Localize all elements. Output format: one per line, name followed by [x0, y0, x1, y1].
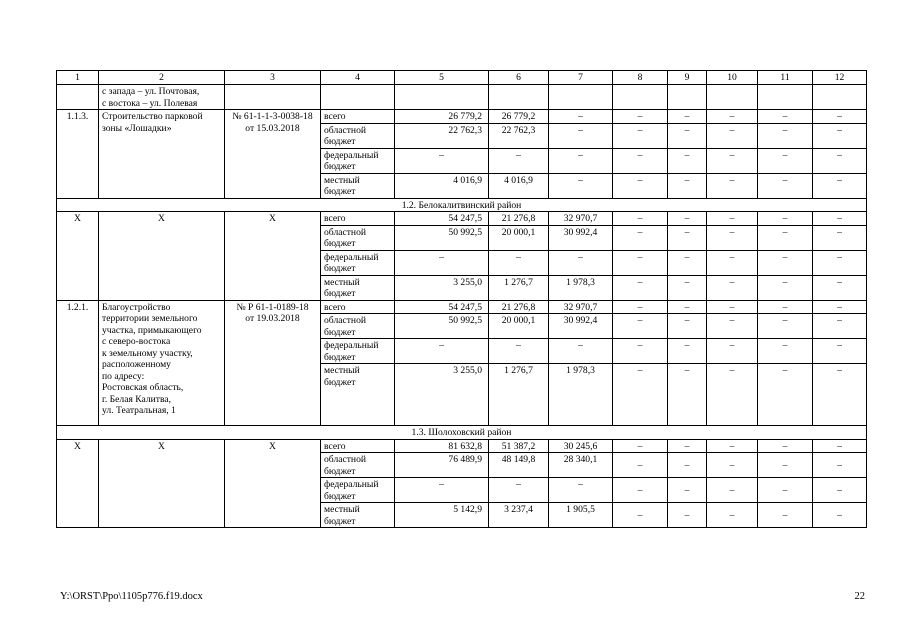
value-cell: – — [758, 250, 813, 275]
table-row — [57, 110, 867, 124]
value-cell: – — [668, 339, 707, 364]
budget-table — [56, 70, 867, 528]
value-cell: 3 237,4 — [489, 503, 549, 528]
value-cell: – — [758, 339, 813, 364]
value-cell: – — [613, 364, 668, 426]
funding-source: местный бюджет — [321, 173, 395, 198]
project-name: Х — [99, 212, 225, 301]
column-number: 10 — [707, 71, 758, 85]
value-cell: – — [613, 453, 668, 478]
funding-source: всего — [321, 439, 395, 453]
value-cell: – — [707, 439, 758, 453]
expertise-conclusion: № Р 61-1-0189-18 от 19.03.2018 — [225, 300, 321, 426]
value-cell: 30 992,4 — [549, 225, 613, 250]
section-row — [57, 198, 867, 212]
value-cell: 21 276,8 — [489, 300, 549, 314]
value-cell: – — [813, 439, 867, 453]
value-cell: – — [613, 439, 668, 453]
value-cell: 30 992,4 — [549, 314, 613, 339]
column-number: 5 — [395, 71, 489, 85]
funding-source: местный бюджет — [321, 503, 395, 528]
funding-source: областной бюджет — [321, 225, 395, 250]
table-row — [57, 439, 867, 453]
value-cell: 26 779,2 — [395, 110, 489, 124]
value-cell: 76 489,9 — [395, 453, 489, 478]
value-cell: – — [613, 212, 668, 226]
project-name: Строительство парковой зоны «Лошадки» — [99, 110, 225, 199]
value-cell: – — [668, 250, 707, 275]
value-cell: – — [707, 339, 758, 364]
value-cell: – — [613, 275, 668, 300]
value-cell: – — [489, 250, 549, 275]
funding-source: областной бюджет — [321, 453, 395, 478]
value-cell: – — [813, 148, 867, 173]
item-number: 1.1.3. — [57, 110, 99, 199]
value-cell: – — [758, 123, 813, 148]
value-cell: – — [813, 300, 867, 314]
value-cell: – — [707, 503, 758, 528]
table-row — [57, 300, 867, 314]
value-cell: – — [613, 110, 668, 124]
value-cell: – — [613, 478, 668, 503]
value-cell: – — [668, 364, 707, 426]
value-cell: 4 016,9 — [395, 173, 489, 198]
value-cell: – — [758, 439, 813, 453]
funding-source: всего — [321, 212, 395, 226]
value-cell: 3 255,0 — [395, 275, 489, 300]
section-title: 1.3. Шолоховский район — [57, 426, 867, 440]
value-cell: – — [707, 225, 758, 250]
value-cell: – — [489, 339, 549, 364]
table-row — [57, 212, 867, 226]
item-number: 1.2.1. — [57, 300, 99, 426]
value-cell: – — [758, 478, 813, 503]
column-number: 1 — [57, 71, 99, 85]
value-cell: – — [707, 212, 758, 226]
expertise-conclusion: Х — [225, 439, 321, 528]
value-cell: – — [549, 123, 613, 148]
funding-source: федеральный бюджет — [321, 148, 395, 173]
value-cell: – — [813, 173, 867, 198]
value-cell: – — [813, 503, 867, 528]
funding-source: всего — [321, 110, 395, 124]
value-cell: 26 779,2 — [489, 110, 549, 124]
value-cell: – — [489, 148, 549, 173]
value-cell: – — [395, 339, 489, 364]
funding-source: местный бюджет — [321, 275, 395, 300]
column-number: 6 — [489, 71, 549, 85]
table-row — [57, 85, 867, 110]
value-cell: – — [707, 173, 758, 198]
value-cell: – — [707, 148, 758, 173]
value-cell: – — [668, 225, 707, 250]
value-cell: – — [707, 275, 758, 300]
value-cell: – — [549, 250, 613, 275]
value-cell: – — [758, 503, 813, 528]
value-cell: – — [758, 110, 813, 124]
value-cell: – — [813, 364, 867, 426]
value-cell: – — [613, 123, 668, 148]
value-cell: – — [758, 173, 813, 198]
value-cell: – — [758, 314, 813, 339]
value-cell: – — [707, 300, 758, 314]
column-number: 3 — [225, 71, 321, 85]
value-cell: 54 247,5 — [395, 300, 489, 314]
value-cell: – — [813, 314, 867, 339]
value-cell: – — [758, 148, 813, 173]
funding-source: областной бюджет — [321, 123, 395, 148]
funding-source: местный бюджет — [321, 364, 395, 426]
value-cell: 28 340,1 — [549, 453, 613, 478]
value-cell: – — [668, 173, 707, 198]
value-cell: – — [668, 503, 707, 528]
value-cell: 50 992,5 — [395, 314, 489, 339]
value-cell: 20 000,1 — [489, 225, 549, 250]
value-cell: 48 149,8 — [489, 453, 549, 478]
value-cell: – — [707, 250, 758, 275]
value-cell: – — [758, 300, 813, 314]
section-title: 1.2. Белокалитвинский район — [57, 198, 867, 212]
file-path: Y:\ORST\Ppo\1105p776.f19.docx — [60, 591, 203, 602]
value-cell: – — [813, 478, 867, 503]
value-cell: – — [668, 275, 707, 300]
project-name: Благоустройство территории земельного участка, примыкающего с северо-востока к земельному участку, расположенному по адресу: Ростовская область, г. Белая Калитва, ул. Театральная, 1 — [99, 300, 225, 426]
value-cell: – — [813, 275, 867, 300]
column-number: 4 — [321, 71, 395, 85]
project-name: с запада – ул. Почтовая, с востока – ул. Полевая — [99, 85, 225, 110]
value-cell: – — [758, 212, 813, 226]
value-cell: 81 632,8 — [395, 439, 489, 453]
value-cell: 1 978,3 — [549, 364, 613, 426]
item-number: Х — [57, 212, 99, 301]
value-cell: – — [549, 339, 613, 364]
column-number-row — [57, 71, 867, 85]
value-cell: – — [395, 148, 489, 173]
value-cell: – — [395, 478, 489, 503]
funding-source: федеральный бюджет — [321, 478, 395, 503]
value-cell: 51 387,2 — [489, 439, 549, 453]
value-cell: – — [613, 148, 668, 173]
value-cell: 22 762,3 — [395, 123, 489, 148]
column-number: 7 — [549, 71, 613, 85]
value-cell: – — [613, 173, 668, 198]
value-cell: – — [668, 478, 707, 503]
value-cell: – — [707, 110, 758, 124]
value-cell: – — [613, 300, 668, 314]
value-cell: – — [549, 478, 613, 503]
value-cell: 54 247,5 — [395, 212, 489, 226]
value-cell: – — [613, 314, 668, 339]
column-number: 2 — [99, 71, 225, 85]
page-number: 22 — [854, 591, 865, 602]
value-cell: – — [668, 123, 707, 148]
value-cell: – — [707, 314, 758, 339]
value-cell: 21 276,8 — [489, 212, 549, 226]
value-cell: – — [668, 110, 707, 124]
value-cell: – — [813, 110, 867, 124]
value-cell: – — [813, 225, 867, 250]
value-cell: 1 978,3 — [549, 275, 613, 300]
project-name: Х — [99, 439, 225, 528]
expertise-conclusion: Х — [225, 212, 321, 301]
item-number: Х — [57, 439, 99, 528]
value-cell: 32 970,7 — [549, 300, 613, 314]
column-number: 12 — [813, 71, 867, 85]
value-cell: – — [395, 250, 489, 275]
value-cell: – — [613, 250, 668, 275]
value-cell: – — [813, 453, 867, 478]
value-cell: – — [668, 314, 707, 339]
value-cell: 32 970,7 — [549, 212, 613, 226]
value-cell: – — [813, 123, 867, 148]
value-cell: – — [707, 478, 758, 503]
value-cell: – — [758, 453, 813, 478]
funding-source: областной бюджет — [321, 314, 395, 339]
value-cell: 50 992,5 — [395, 225, 489, 250]
value-cell: – — [613, 225, 668, 250]
value-cell: – — [668, 212, 707, 226]
value-cell: 1 905,5 — [549, 503, 613, 528]
value-cell: – — [758, 275, 813, 300]
value-cell: – — [668, 453, 707, 478]
value-cell: 22 762,3 — [489, 123, 549, 148]
value-cell: – — [813, 212, 867, 226]
value-cell: – — [707, 123, 758, 148]
value-cell: 1 276,7 — [489, 275, 549, 300]
value-cell: 1 276,7 — [489, 364, 549, 426]
funding-source: федеральный бюджет — [321, 250, 395, 275]
value-cell: – — [549, 148, 613, 173]
value-cell: – — [549, 110, 613, 124]
value-cell: – — [613, 503, 668, 528]
value-cell: – — [668, 300, 707, 314]
value-cell: 30 245,6 — [549, 439, 613, 453]
value-cell: – — [707, 453, 758, 478]
value-cell: – — [813, 250, 867, 275]
value-cell: – — [549, 173, 613, 198]
value-cell: – — [707, 364, 758, 426]
value-cell: 20 000,1 — [489, 314, 549, 339]
expertise-conclusion: № 61-1-1-3-0038-18 от 15.03.2018 — [225, 110, 321, 199]
value-cell: – — [613, 339, 668, 364]
value-cell: 3 255,0 — [395, 364, 489, 426]
value-cell: – — [758, 225, 813, 250]
column-number: 8 — [613, 71, 668, 85]
value-cell: – — [758, 364, 813, 426]
value-cell: – — [813, 339, 867, 364]
value-cell: 5 142,9 — [395, 503, 489, 528]
section-row — [57, 426, 867, 440]
column-number: 11 — [758, 71, 813, 85]
value-cell: – — [668, 439, 707, 453]
value-cell: – — [489, 478, 549, 503]
funding-source: всего — [321, 300, 395, 314]
value-cell: 4 016,9 — [489, 173, 549, 198]
column-number: 9 — [668, 71, 707, 85]
value-cell: – — [668, 148, 707, 173]
funding-source: федеральный бюджет — [321, 339, 395, 364]
